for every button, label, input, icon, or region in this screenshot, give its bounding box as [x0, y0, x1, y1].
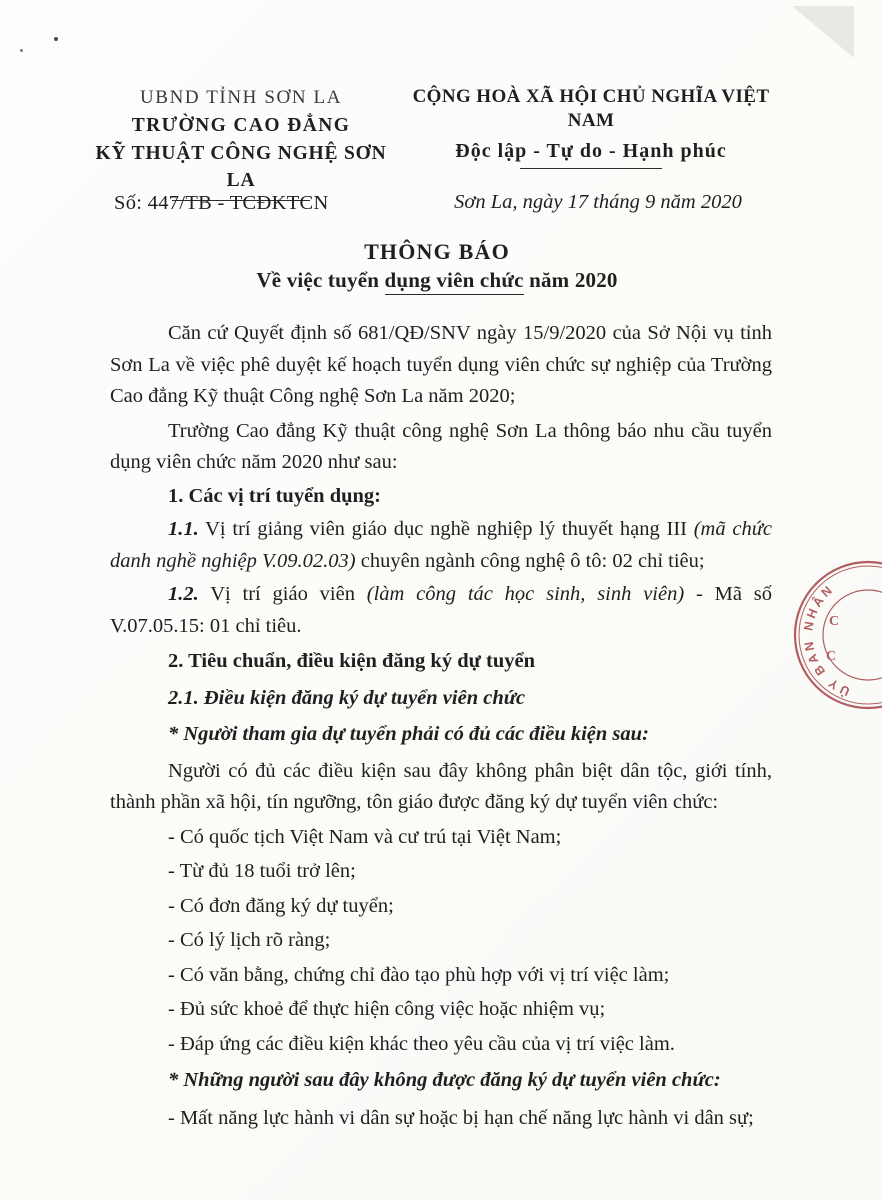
stamp-arc-text: ỦY BAN NHÂN [801, 581, 852, 699]
paragraph-eligibility: Người có đủ các điều kiện sau đây không phân biệt dân tộc, giới tính, thành phần xã hội, tín ngưỡng, tôn giáo được đăng ký dự tuyển viên chức: [110, 759, 772, 813]
heading-section-2: 2. Tiêu chuẩn, điều kiện đăng ký dự tuyển [168, 650, 536, 672]
paragraph-announcement: Trường Cao đẳng Kỹ thuật công nghệ Sơn La thông báo nhu cầu tuyển dụng viên chức năm 2020 như sau: [110, 419, 772, 473]
condition-item: - Đáp ứng các điều kiện khác theo yêu cầu của vị trí việc làm. [168, 1032, 675, 1055]
document-subtitle [0, 267, 874, 294]
issuing-org-block [95, 84, 387, 201]
document-body [110, 318, 772, 1134]
subtitle-after: năm 2020 [523, 268, 618, 292]
stamp-inner-ring [823, 590, 882, 680]
scan-speck [20, 49, 23, 52]
motto-underline [520, 168, 662, 169]
item-text: Vị trí giáo viên [198, 583, 367, 605]
exclusion-item: - Mất năng lực hành vi dân sự hoặc bị hạn chế năng lực hành vi dân sự; [168, 1106, 754, 1129]
condition-item: - Có lý lịch rõ ràng; [168, 929, 331, 951]
item-text: chuyên ngành công nghệ ô tô: 02 chỉ tiêu; [355, 549, 705, 572]
document-number: Số: 447/TB - TCĐKTCN [114, 192, 329, 214]
stamp-inner-letter: C [826, 649, 837, 664]
condition-item: - Có văn bằng, chứng chỉ đào tạo phù hợp với vị trí việc làm; [168, 963, 670, 986]
condition-item: - Đủ sức khoẻ để thực hiện công việc hoặc nhiệm vụ; [168, 998, 606, 1020]
page-corner-shadow [792, 6, 854, 58]
scan-speck [54, 37, 58, 41]
subtitle-before: Về việc tuyển [256, 268, 385, 292]
place-and-date: Sơn La, ngày 17 tháng 9 năm 2020 [454, 191, 742, 213]
heading-section-1: 1. Các vị trí tuyển dụng: [168, 484, 381, 507]
org-name-line2: KỸ THUẬT CÔNG NGHỆ SƠN LA [95, 143, 387, 191]
item-note-italic: (làm công tác học sinh, sinh viên) [366, 583, 685, 605]
paragraph-legal-basis: Căn cứ Quyết định số 681/QĐ/SNV ngày 15/9/2020 của Sở Nội vụ tỉnh Sơn La về việc phê duyệt kế hoạch tuyển dụng viên chức sự nghiệp của Trường Cao đẳng Kỹ thuật Công nghệ Sơn La năm 2020; [110, 322, 772, 407]
official-stamp [778, 544, 882, 722]
item-text: Vị trí giảng viên giáo dục nghề nghiệp lý thuyết hạng III [198, 518, 694, 540]
national-motto: Độc lập - Tự do - Hạnh phúc [455, 140, 727, 162]
document-title-block [0, 239, 874, 294]
condition-item: - Từ đủ 18 tuổi trở lên; [168, 860, 356, 882]
org-name-line1: TRƯỜNG CAO ĐẲNG [131, 115, 351, 136]
item-1-2 [110, 579, 772, 642]
item-number: 1.2. [168, 583, 199, 605]
national-motto-block [396, 85, 786, 169]
item-1-1 [110, 514, 772, 577]
conditions-intro: * Người tham gia dự tuyển phải có đủ các điều kiện sau: [168, 723, 649, 745]
heading-section-2-1: 2.1. Điều kiện đăng ký dự tuyển viên chức [168, 686, 526, 709]
condition-item: - Có quốc tịch Việt Nam và cư trú tại Việt Nam; [168, 825, 562, 848]
subtitle-underlined: dụng viên chức [385, 268, 524, 295]
document-title: THÔNG BÁO [364, 239, 510, 264]
item-number: 1.1. [168, 518, 199, 540]
item-text: - Mã số V.07.05.15: 01 chỉ tiêu. [110, 583, 772, 637]
org-parent-name: UBND TỈNH SƠN LA [139, 87, 343, 108]
national-title: CỘNG HOÀ XÃ HỘI CHỦ NGHĨA VIỆT NAM [412, 86, 770, 131]
condition-item: - Có đơn đăng ký dự tuyển; [168, 894, 394, 917]
stamp-inner-letter: C [829, 614, 840, 629]
exclusions-intro: * Những người sau đây không được đăng ký dự tuyển viên chức: [168, 1069, 721, 1091]
item-code-italic: (mã chức danh nghề nghiệp V.09.02.03) [110, 518, 772, 572]
